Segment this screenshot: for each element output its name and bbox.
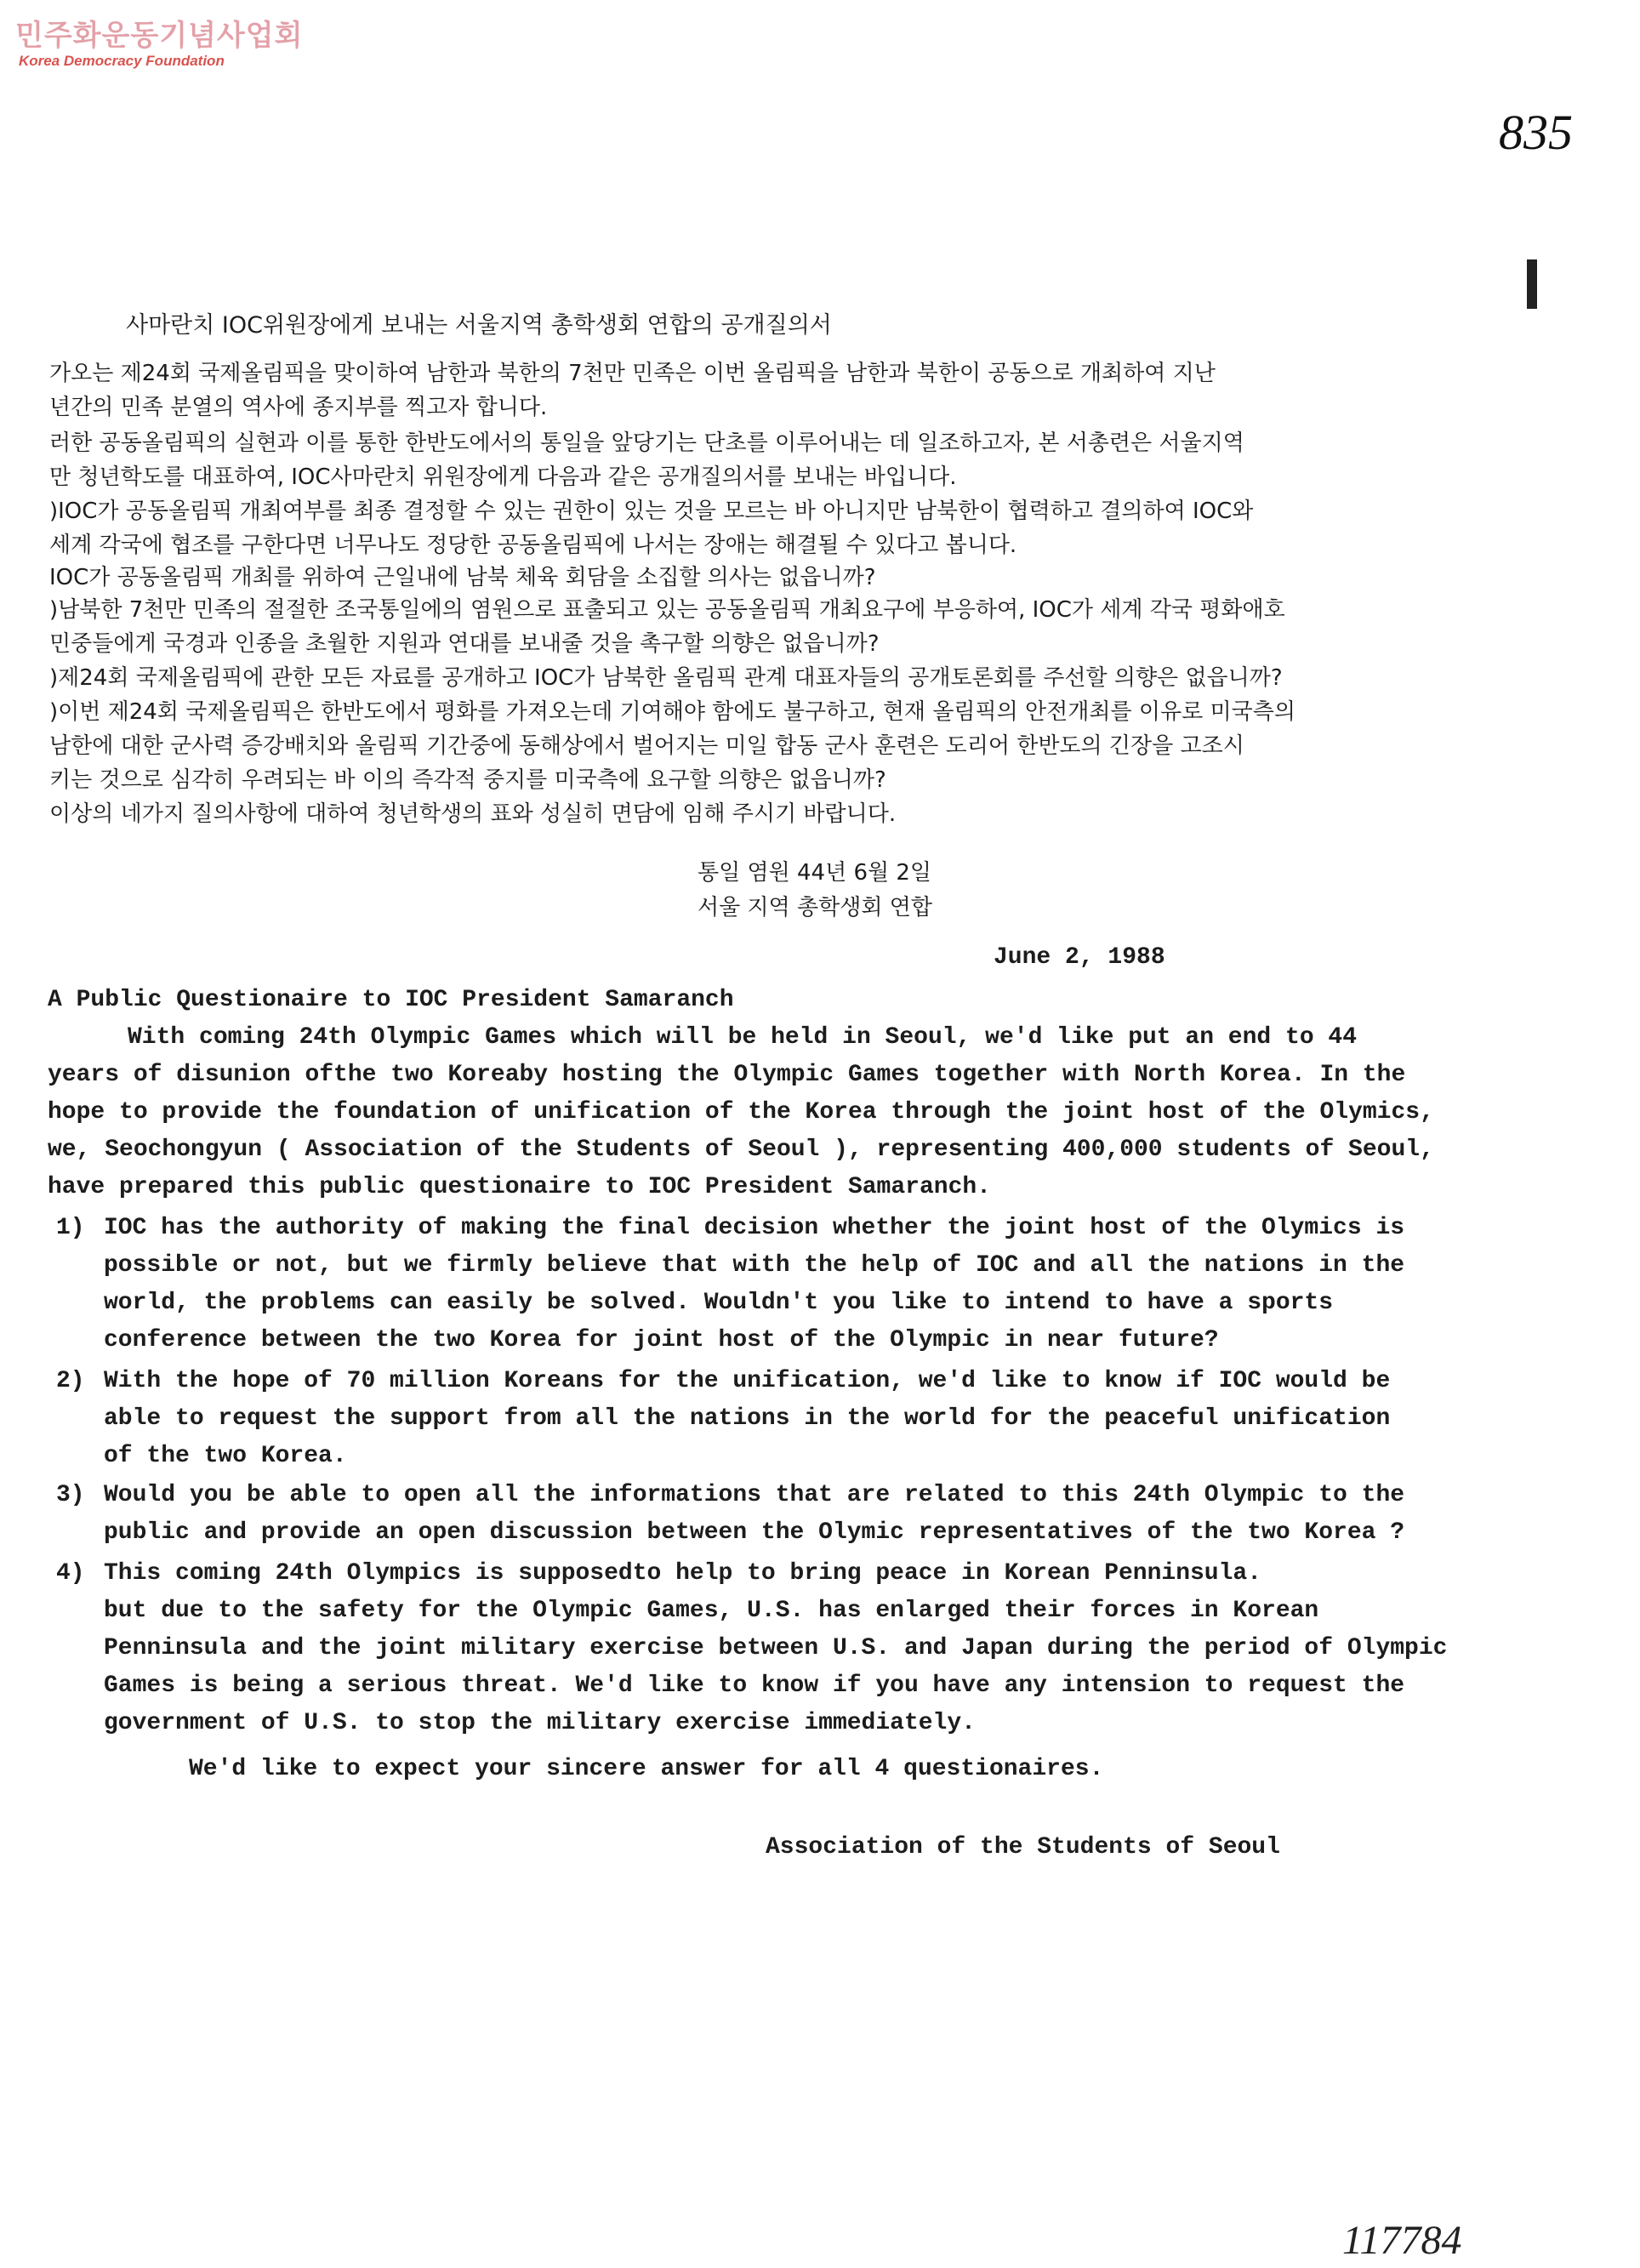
english-question-4-line: but due to the safety for the Olympic Games, U.S. has enlarged their forces in Korean [104,1598,1319,1624]
korean-question-4-line: 남한에 대한 군사력 증강배치와 올림픽 기간중에 동해상에서 벌어지는 미일 합동 군사 훈련은 도리어 한반도의 긴장을 고조시 [49,733,1244,759]
english-date: June 2, 1988 [994,944,1165,971]
english-question-2-line: With the hope of 70 million Koreans for the unification, we'd like to know if IOC would be [104,1368,1391,1394]
korean-closing: 이상의 네가지 질의사항에 대하여 청년학생의 표와 성실히 면담에 임해 주시기 바랍니다. [49,801,897,827]
korean-question-1-line: 세계 각국에 협조를 구한다면 너무나도 정당한 공동올림픽에 나서는 장애는 해결될 수 있다고 봅니다. [49,533,1017,558]
english-signature: Association of the Students of Seoul [766,1834,1280,1861]
english-question-4-line: This coming 24th Olympics is supposedto help to bring peace in Korean Penninsula. [104,1560,1262,1587]
korean-question-1-line: )IOC가 공동올림픽 개최여부를 최종 결정할 수 있는 권한이 있는 것을 모르는 바 아니지만 남북한이 협력하고 결의하여 IOC와 [49,499,1254,524]
korean-question-4-line: 키는 것으로 심각히 우려되는 바 이의 즉각적 중지를 미국측에 요구할 의향은 없읍니까? [49,767,886,793]
english-intro-line: have prepared this public questionaire to IOC President Samaranch. [48,1174,991,1200]
english-intro-line: we, Seochongyun ( Association of the Students of Seoul ), representing 400,000 students of Seoul, [48,1137,1434,1163]
english-question-4-line: government of U.S. to stop the military exercise immediately. [104,1710,976,1736]
english-question-4-line: Penninsula and the joint military exercise between U.S. and Japan during the period of Olympic [104,1635,1448,1661]
english-question-2-number: 2) [56,1368,85,1394]
english-question-3-line: public and provide an open discussion between the Olymic representatives of the two Korea ? [104,1519,1405,1546]
english-question-3-line: Would you be able to open all the informations that are related to this 24th Olympic to the [104,1482,1405,1508]
korean-title: 사마란치 IOC위원장에게 보내는 서울지역 총학생회 연합의 공개질의서 [126,312,832,339]
korean-question-1-line: IOC가 공동올림픽 개최를 위하여 근일내에 남북 체육 회담을 소집할 의사는 없읍니까? [49,565,876,590]
korean-question-2-line: 민중들에게 국경과 인종을 초월한 지원과 연대를 보내줄 것을 촉구할 의향은 없읍니까? [49,631,880,657]
english-question-1-number: 1) [56,1215,85,1241]
english-question-2-line: of the two Korea. [104,1443,347,1469]
english-question-1-line: possible or not, but we firmly believe that with the help of IOC and all the nations in the [104,1252,1405,1279]
archive-number: 117784 [1342,2218,1462,2263]
english-question-1-line: conference between the two Korea for joint host of the Olympic in near future? [104,1327,1219,1353]
korean-signature: 서울 지역 총학생회 연합 [698,895,932,920]
korean-question-2-line: )남북한 7천만 민족의 절절한 조국통일에의 염원으로 표출되고 있는 공동올림픽 개최요구에 부응하여, IOC가 세계 각국 평화애호 [49,597,1285,623]
english-closing: We'd like to expect your sincere answer for all 4 questionaires. [189,1756,1104,1782]
english-question-4-line: Games is being a serious threat. We'd like to know if you have any intension to request the [104,1673,1405,1699]
english-intro-line: years of disunion ofthe two Koreaby hosting the Olympic Games together with North Korea. In the [48,1062,1406,1088]
page-number: 835 [1499,105,1573,160]
english-question-2-line: able to request the support from all the nations in the world for the peaceful unification [104,1405,1391,1432]
margin-mark [1527,259,1537,309]
korean-question-4-line: )이번 제24회 국제올림픽은 한반도에서 평화를 가져오는데 기여해야 함에도 불구하고, 현재 올림픽의 안전개최를 이유로 미국측의 [49,699,1295,725]
korean-intro-line: 년간의 민족 분열의 역사에 종지부를 찍고자 합니다. [49,395,548,420]
korean-question-3-line: )제24회 국제올림픽에 관한 모든 자료를 공개하고 IOC가 남북한 올림픽 관계 대표자들의 공개토론회를 주선할 의향은 없읍니까? [49,665,1283,691]
english-question-4-number: 4) [56,1560,85,1587]
english-question-1-line: IOC has the authority of making the final decision whether the joint host of the Olymics is [104,1215,1405,1241]
korean-date: 통일 염원 44년 6월 2일 [698,860,932,886]
english-question-3-number: 3) [56,1482,85,1508]
english-question-1-line: world, the problems can easily be solved. Wouldn't you like to intend to have a sports [104,1290,1334,1316]
watermark-korean: 민주화운동기념사업회 [15,19,304,53]
english-title: A Public Questionaire to IOC President Samaranch [48,987,734,1013]
korean-intro-line: 가오는 제24회 국제올림픽을 맞이하여 남한과 북한의 7천만 민족은 이번 올림픽을 남한과 북한이 공동으로 개최하여 지난 [49,361,1216,386]
english-intro-line: With coming 24th Olympic Games which will be held in Seoul, we'd like put an end to 44 [128,1024,1358,1051]
watermark-english: Korea Democracy Foundation [19,53,225,69]
korean-intro-line: 러한 공동올림픽의 실현과 이를 통한 한반도에서의 통일을 앞당기는 단초를 이루어내는 데 일조하고자, 본 서총련은 서울지역 [49,430,1244,456]
korean-intro-line: 만 청년학도를 대표하여, IOC사마란치 위원장에게 다음과 같은 공개질의서를 보내는 바입니다. [49,464,957,490]
english-intro-line: hope to provide the foundation of unification of the Korea through the joint host of the Olymics, [48,1099,1434,1125]
